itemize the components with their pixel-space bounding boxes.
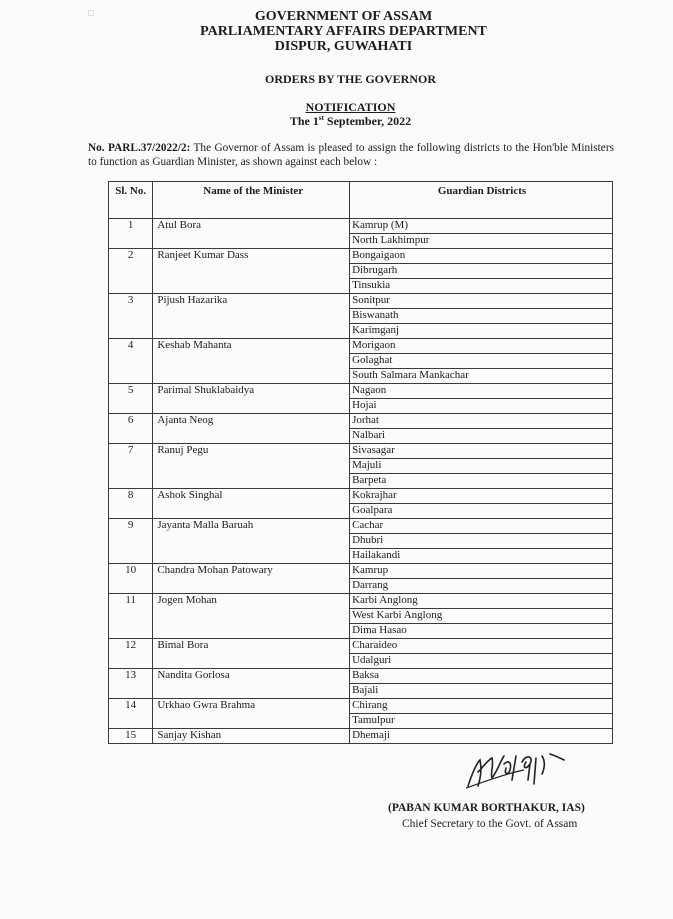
serial-number: 4 [109, 339, 153, 384]
minister-name: Ajanta Neog [153, 414, 350, 444]
guardian-district: Kokrajhar [350, 489, 613, 504]
header-name: Name of the Minister [153, 182, 350, 219]
table-row [109, 639, 613, 654]
table-row [109, 414, 613, 429]
minister-name: Ashok Singhal [153, 489, 350, 519]
guardian-district: Charaideo [350, 639, 613, 654]
guardian-district: Bongaigaon [350, 249, 613, 264]
header-government: GOVERNMENT OF ASSAM [254, 9, 433, 24]
guardian-district: Tamulpur [350, 714, 613, 729]
guardian-district: North Lakhimpur [350, 234, 613, 249]
table-row [109, 294, 613, 309]
guardian-district: Nagaon [350, 384, 613, 399]
serial-number: 9 [109, 519, 153, 564]
guardian-district: Cachar [350, 519, 613, 534]
guardian-district: Dhemaji [350, 729, 613, 744]
table-row [109, 519, 613, 534]
guardian-district: Kamrup [350, 564, 613, 579]
guardian-district: Kamrup (M) [350, 219, 613, 234]
minister-name: Pijush Hazarika [153, 294, 350, 339]
table-row [109, 564, 613, 579]
guardian-district: Nalbari [350, 429, 613, 444]
guardian-district: Barpeta [350, 474, 613, 489]
guardian-district: Bajali [350, 684, 613, 699]
guardian-district: Golaghat [350, 354, 613, 369]
guardian-district: Darrang [350, 579, 613, 594]
serial-number: 10 [109, 564, 153, 594]
table-row [109, 669, 613, 684]
minister-name: Ranuj Pegu [153, 444, 350, 489]
guardian-district: Dhubri [350, 534, 613, 549]
guardian-district: Baksa [350, 669, 613, 684]
serial-number: 5 [109, 384, 153, 414]
serial-number: 14 [109, 699, 153, 729]
serial-number: 13 [109, 669, 153, 699]
guardian-district: Sonitpur [350, 294, 613, 309]
signatory-name: (PABAN KUMAR BORTHAKUR, IAS) [388, 802, 585, 814]
guardian-district: Karimganj [350, 324, 613, 339]
handwritten-signature [464, 744, 594, 792]
header-districts: Guardian Districts [350, 182, 613, 219]
date-suffix: September, 2022 [323, 114, 412, 128]
guardian-district: Goalpara [350, 504, 613, 519]
serial-number: 1 [109, 219, 153, 249]
table-header-row [109, 182, 613, 219]
notification-date [14, 114, 673, 129]
serial-number: 2 [109, 249, 153, 294]
guardian-table [108, 181, 613, 744]
guardian-district: Hojai [350, 399, 613, 414]
guardian-district: Tinsukia [350, 279, 613, 294]
minister-name: Jogen Mohan [153, 594, 350, 639]
document-header [0, 9, 673, 54]
minister-name: Parimal Shuklabaidya [153, 384, 350, 414]
minister-name: Urkhao Gwra Brahma [153, 699, 350, 729]
guardian-district: Hailakandi [350, 549, 613, 564]
guardian-district: Biswanath [350, 309, 613, 324]
guardian-district: Majuli [350, 459, 613, 474]
minister-name: Chandra Mohan Patowary [153, 564, 350, 594]
date-prefix: The 1 [289, 114, 319, 128]
serial-number: 7 [109, 444, 153, 489]
order-body: The Governor of Assam is pleased to assign the following districts to the Hon'ble Ministers to function as Guardian Minister, as shown against each below : [88, 142, 614, 168]
order-number: No. PARL.37/2022/2: [88, 142, 191, 154]
serial-number: 12 [109, 639, 153, 669]
minister-name: Keshab Mahanta [153, 339, 350, 384]
table-row [109, 249, 613, 264]
table-body [109, 219, 613, 744]
guardian-district: South Salmara Mankachar [350, 369, 613, 384]
minister-name: Jayanta Malla Baruah [153, 519, 350, 564]
table-row [109, 339, 613, 354]
guardian-district: Udalguri [350, 654, 613, 669]
table-row [109, 219, 613, 234]
guardian-district: Karbi Anglong [350, 594, 613, 609]
minister-name: Nandita Gorlosa [153, 669, 350, 699]
signatory-title: Chief Secretary to the Govt. of Assam [402, 818, 578, 830]
guardian-district: Sivasagar [350, 444, 613, 459]
serial-number: 11 [109, 594, 153, 639]
table-row [109, 444, 613, 459]
header-sl: Sl. No. [109, 182, 153, 219]
serial-number: 6 [109, 414, 153, 444]
orders-heading: ORDERS BY THE GOVERNOR [264, 72, 437, 86]
scan-mark: □ [88, 8, 94, 18]
table-row [109, 594, 613, 609]
date-sup: st [318, 114, 324, 122]
minister-name: Ranjeet Kumar Dass [153, 249, 350, 294]
table-row [109, 384, 613, 399]
notification-title: NOTIFICATION [305, 100, 396, 114]
guardian-district: Jorhat [350, 414, 613, 429]
serial-number: 3 [109, 294, 153, 339]
guardian-district: Morigaon [350, 339, 613, 354]
table-row [109, 699, 613, 714]
header-location: DISPUR, GUWAHATI [274, 39, 413, 54]
serial-number: 15 [109, 729, 153, 744]
minister-name: Sanjay Kishan [153, 729, 350, 744]
guardian-district: Chirang [350, 699, 613, 714]
minister-name: Atul Bora [153, 219, 350, 249]
order-paragraph [88, 141, 614, 169]
minister-name: Bimal Bora [153, 639, 350, 669]
guardian-district: Dibrugarh [350, 264, 613, 279]
table-row [109, 729, 613, 744]
header-department: PARLIAMENTARY AFFAIRS DEPARTMENT [200, 24, 487, 39]
serial-number: 8 [109, 489, 153, 519]
guardian-district: Dima Hasao [350, 624, 613, 639]
table-row [109, 489, 613, 504]
guardian-district: West Karbi Anglong [350, 609, 613, 624]
